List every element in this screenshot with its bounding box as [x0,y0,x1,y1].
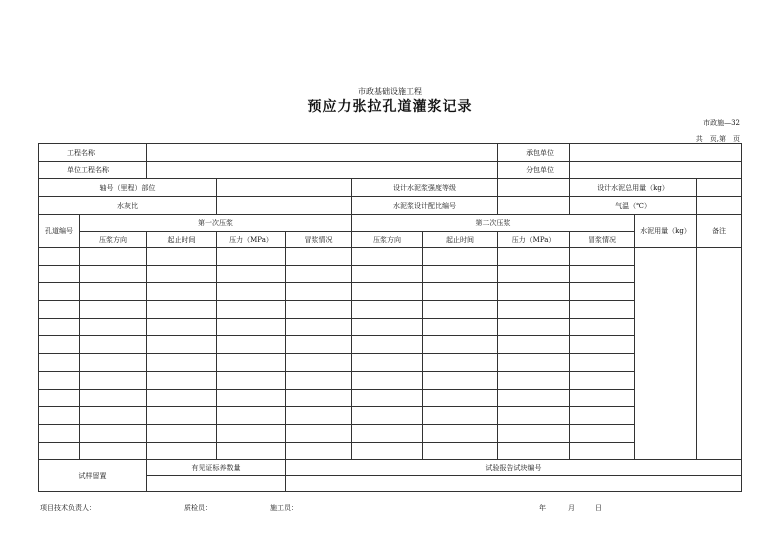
table-cell[interactable] [570,424,635,442]
first-time-header: 起止时间 [147,232,217,248]
table-cell[interactable] [217,371,286,389]
second-pressure-header: 压力（MPa） [498,232,570,248]
design-cement-total-value[interactable] [697,179,742,197]
table-cell[interactable] [286,265,352,283]
project-name-value[interactable] [147,144,498,162]
first-grouting-header: 第一次压浆 [80,215,352,232]
table-cell[interactable] [423,389,498,407]
table-cell[interactable] [423,354,498,372]
builder-label: 施工员： [270,504,298,512]
table-cell[interactable] [352,442,423,460]
table-cell[interactable] [352,336,423,354]
table-cell[interactable] [147,283,217,301]
table-cell[interactable] [80,442,147,460]
table-cell[interactable] [217,336,286,354]
table-cell[interactable] [286,371,352,389]
table-cell[interactable] [286,424,352,442]
table-cell[interactable] [570,389,635,407]
page-count: 共 页,第 页 [695,135,740,143]
table-cell[interactable] [352,407,423,425]
table-cell[interactable] [570,336,635,354]
table-cell[interactable] [352,283,423,301]
table-cell[interactable] [147,389,217,407]
table-cell[interactable] [498,318,570,336]
table-cell[interactable] [498,283,570,301]
first-overflow-header: 冒浆情况 [286,232,352,248]
first-direction-header: 压浆方向 [80,232,147,248]
table-cell[interactable] [147,318,217,336]
table-cell[interactable] [352,248,423,266]
year-label: 年 [539,504,546,512]
table-cell[interactable] [498,424,570,442]
table-cell[interactable] [39,336,80,354]
table-cell[interactable] [570,248,635,266]
table-cell[interactable] [570,283,635,301]
table-cell[interactable] [498,442,570,460]
table-cell[interactable] [217,424,286,442]
table-cell[interactable] [217,301,286,319]
table-cell[interactable] [352,424,423,442]
table-cell[interactable] [39,283,80,301]
table-cell[interactable] [147,336,217,354]
axis-location-value[interactable] [217,179,352,197]
table-cell[interactable] [570,407,635,425]
remarks-header: 备注 [697,215,742,248]
table-cell[interactable] [39,442,80,460]
table-cell[interactable] [80,283,147,301]
contractor-label: 承包单位 [498,144,570,162]
remarks-value[interactable] [697,248,742,460]
temperature-label: 气温（℃） [570,197,697,215]
table-cell[interactable] [147,354,217,372]
table-cell[interactable] [570,301,635,319]
table-cell[interactable] [217,283,286,301]
second-time-header: 起止时间 [423,232,498,248]
table-cell[interactable] [80,336,147,354]
table-cell[interactable] [39,371,80,389]
signature-footer [0,500,780,514]
table-cell[interactable] [423,318,498,336]
design-cement-grade-label: 设计水泥浆强度等级 [352,179,498,197]
subcontractor-label: 分包单位 [498,162,570,179]
table-cell[interactable] [352,389,423,407]
table-cell[interactable] [39,248,80,266]
subcontractor-value[interactable] [570,162,742,179]
table-cell[interactable] [39,354,80,372]
table-cell[interactable] [147,248,217,266]
table-cell[interactable] [286,336,352,354]
day-label: 日 [595,504,602,512]
table-cell[interactable] [147,442,217,460]
table-cell[interactable] [147,371,217,389]
mix-design-no-value[interactable] [498,197,570,215]
first-pressure-header: 压力（MPa） [217,232,286,248]
table-cell[interactable] [147,301,217,319]
cement-usage-header: 水泥用量（kg） [635,215,697,248]
design-cement-total-label: 设计水泥总用量（kg） [570,179,697,197]
table-cell[interactable] [80,424,147,442]
table-cell[interactable] [423,424,498,442]
table-cell[interactable] [423,407,498,425]
table-cell[interactable] [80,407,147,425]
tech-lead-label: 项目技术负责人： [40,504,96,512]
table-cell[interactable] [39,318,80,336]
table-cell[interactable] [147,424,217,442]
table-cell[interactable] [39,407,80,425]
mix-design-no-label: 水泥浆设计配比编号 [352,197,498,215]
table-cell[interactable] [147,407,217,425]
table-cell[interactable] [498,336,570,354]
witness-count-value[interactable] [147,476,286,492]
table-cell[interactable] [217,265,286,283]
grouting-record-table [38,143,742,492]
doc-title: 预应力张拉孔道灌浆记录 [307,99,473,115]
water-cement-ratio-value[interactable] [217,197,352,215]
witness-count-label: 有见证标养数量 [147,460,286,476]
table-cell[interactable] [39,265,80,283]
table-cell[interactable] [286,389,352,407]
table-cell[interactable] [286,301,352,319]
second-grouting-header: 第二次压浆 [352,215,635,232]
table-cell[interactable] [217,442,286,460]
table-cell[interactable] [352,301,423,319]
report-no-label: 试验报告试块编号 [286,460,742,476]
project-name-label: 工程名称 [39,144,147,162]
duct-no-header: 孔道编号 [39,215,80,248]
table-cell[interactable] [498,354,570,372]
unit-project-name-label: 单位工程名称 [39,162,147,179]
report-no-value[interactable] [286,476,742,492]
table-cell[interactable] [570,265,635,283]
table-cell[interactable] [286,354,352,372]
table-cell[interactable] [498,301,570,319]
table-cell[interactable] [352,354,423,372]
month-label: 月 [568,504,575,512]
design-cement-grade-value[interactable] [498,179,570,197]
table-cell[interactable] [286,248,352,266]
table-cell[interactable] [217,354,286,372]
table-cell[interactable] [570,371,635,389]
table-cell[interactable] [39,424,80,442]
table-cell[interactable] [570,354,635,372]
table-cell[interactable] [423,283,498,301]
table-cell[interactable] [352,318,423,336]
table-cell[interactable] [80,318,147,336]
table-cell[interactable] [286,283,352,301]
table-cell[interactable] [80,389,147,407]
table-cell[interactable] [423,336,498,354]
table-cell[interactable] [80,354,147,372]
table-cell[interactable] [498,389,570,407]
doc-subtitle: 市政基础设施工程 [358,87,422,96]
table-cell[interactable] [498,265,570,283]
table-cell[interactable] [39,301,80,319]
table-cell[interactable] [80,265,147,283]
table-cell[interactable] [217,318,286,336]
table-cell[interactable] [570,442,635,460]
table-cell[interactable] [147,265,217,283]
table-cell[interactable] [80,248,147,266]
temperature-value[interactable] [697,197,742,215]
table-cell[interactable] [286,407,352,425]
water-cement-ratio-label: 水灰比 [39,197,217,215]
table-cell[interactable] [39,389,80,407]
table-cell[interactable] [423,248,498,266]
sample-retention-label: 试样留置 [39,460,147,492]
table-cell[interactable] [80,301,147,319]
table-cell[interactable] [498,371,570,389]
table-cell[interactable] [423,371,498,389]
inspector-label: 质检员： [184,504,212,512]
table-cell[interactable] [80,371,147,389]
table-cell[interactable] [352,371,423,389]
table-cell[interactable] [286,442,352,460]
table-cell[interactable] [570,318,635,336]
unit-project-name-value[interactable] [147,162,498,179]
contractor-value[interactable] [570,144,742,162]
table-row [39,248,742,266]
form-code: 市政施—32 [703,119,740,127]
table-cell[interactable] [423,442,498,460]
table-cell[interactable] [423,265,498,283]
table-cell[interactable] [217,407,286,425]
axis-location-label: 轴号（里程）部位 [39,179,217,197]
table-cell[interactable] [217,248,286,266]
table-cell[interactable] [498,407,570,425]
cement-usage-value[interactable] [635,248,697,460]
table-cell[interactable] [217,389,286,407]
table-cell[interactable] [423,301,498,319]
second-overflow-header: 冒浆情况 [570,232,635,248]
table-cell[interactable] [498,248,570,266]
table-cell[interactable] [352,265,423,283]
second-direction-header: 压浆方向 [352,232,423,248]
table-cell[interactable] [286,318,352,336]
